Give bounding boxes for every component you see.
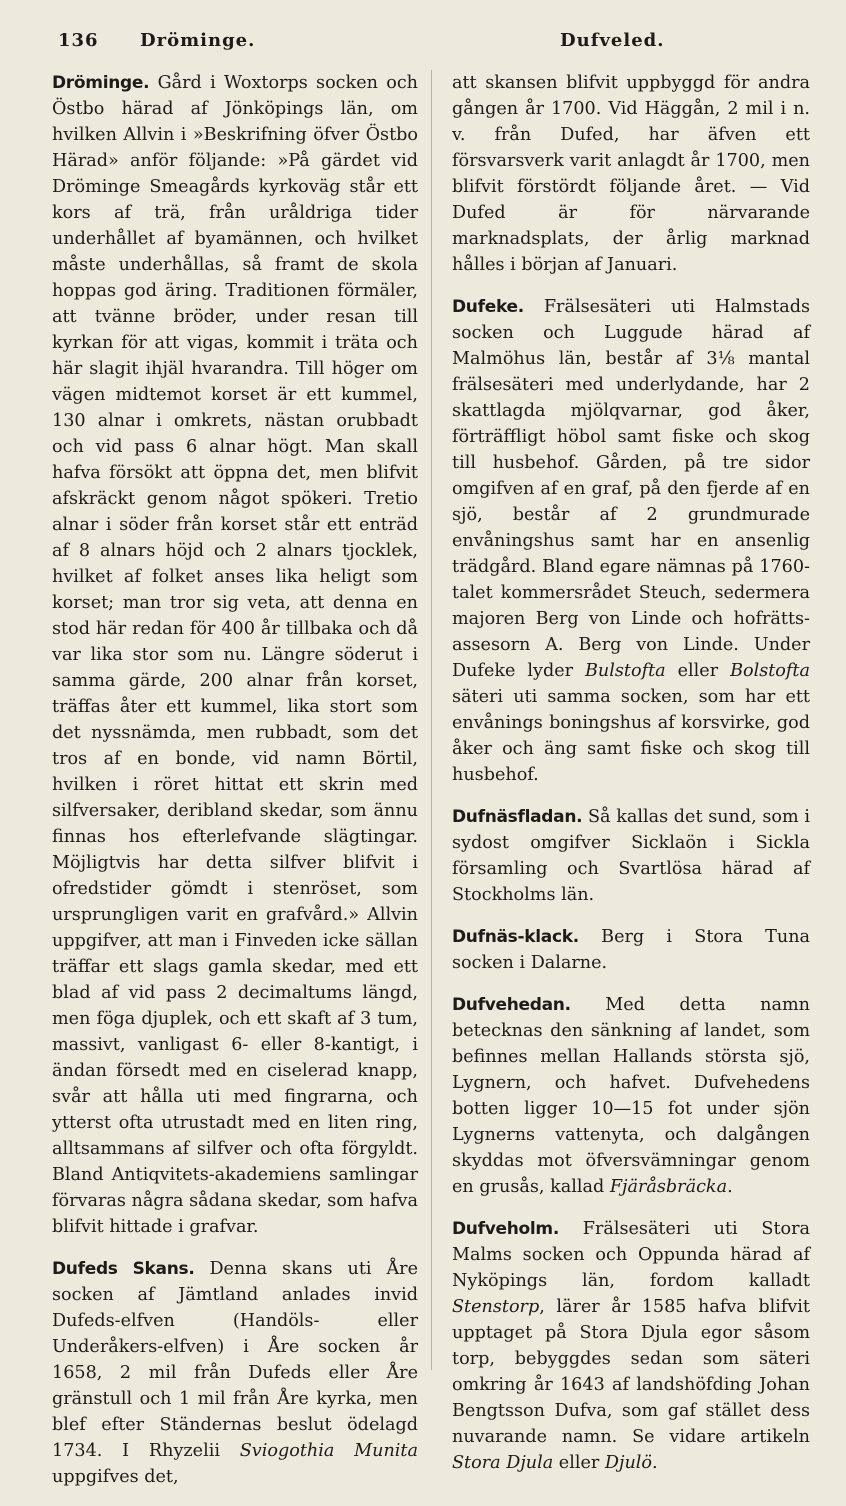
italic-name: Stora Djula (452, 1453, 554, 1473)
entry-dufed-continued (452, 70, 810, 278)
right-column (452, 70, 810, 1492)
headword: Dufvehedan. (452, 995, 571, 1015)
headword: Dufnäs-klack. (452, 927, 579, 947)
left-column (52, 70, 418, 1506)
running-header (50, 30, 812, 64)
entry-dufveholm (452, 1216, 810, 1476)
headword: Dufveholm. (452, 1219, 560, 1239)
entry-dufvehedan (452, 992, 810, 1200)
headword: Dröminge. (52, 73, 150, 93)
italic-source: Sviogothia Munita (239, 1441, 418, 1461)
headword: Dufeds Skans. (52, 1259, 195, 1279)
entry-text: uppgifves det, (52, 1467, 179, 1487)
italic-name: Bolstofta (730, 661, 810, 681)
column-divider (431, 70, 432, 1370)
italic-name: Stenstorp (452, 1297, 540, 1317)
entry-text: Frälsesäteri uti Stora Malms socken och Oppunda härad af Nyköpings län, fordom kalladt (452, 1219, 811, 1291)
entry-text: eller (665, 661, 731, 681)
italic-name: Fjäråsbräcka (609, 1177, 728, 1197)
right-running-head: Dufveled. (560, 30, 665, 51)
entry-text: eller (553, 1453, 605, 1473)
entry-dufnasfladan (452, 804, 810, 908)
entry-text: Frälsesäteri uti Halmstads socken och Luggude härad af Malmöhus län, består af 3⅛ mantal frälsesäteri med underlydande, har 2 skattlagda mjölqvarnar, god åker, förträffligt höbol samt fiske och skog till husbehof. Gården, på tre sidor omgifven af en graf, på den fjerde af en sjö, består af 2 grundmurade envåningshus samt har en ansenlig trädgård. Bland egare nämnas på 1760-talet kommersrådet Steuch, sedermera majoren Berg von Linde och hofrätts-assesorn A. Berg von Linde. Under Dufeke lyder (452, 297, 810, 681)
entry-text: . (652, 1453, 658, 1473)
page-number: 136 (58, 30, 99, 51)
entry-text: att skansen blifvit uppbyggd för andra gången år 1700. Vid Häggån, 2 mil i n. v. från Dufed, har äfven ett försvarsverk varit anlagdt år 1700, men blifvit förstördt följande året. — Vid Dufed är för närvarande marknadsplats, der årlig marknad hålles i början af Januari. (452, 73, 810, 275)
entry-dufeds-skans (52, 1256, 418, 1490)
entry-text: Berg i Stora Tuna socken i Dalarne. (452, 927, 811, 973)
entry-text: Så kallas det sund, som i sydost omgifver Sicklaön i Sickla församling och Svartlösa härad af Stockholms län. (452, 807, 810, 905)
italic-name: Bulstofta (585, 661, 666, 681)
headword: Dufeke. (452, 297, 524, 317)
italic-name: Djulö (604, 1453, 653, 1473)
left-running-head: Dröminge. (140, 30, 256, 51)
entry-text: Denna skans uti Åre socken af Jämtland anlades invid Dufeds-elfven (Handöls- eller Underåkers-elfven) i Åre socken år 1658, 2 mil från Dufeds eller Åre gränstull och 1 mil från Åre kyrka, men blef efter Ständernas beslut ödelagd 1734. I Rhyzelii (52, 1259, 419, 1461)
entry-text: Med detta namn betecknas den sänkning af landet, som befinnes mellan Hallands största sjö, Lygnern, och hafvet. Dufvehedens botten ligger 10—15 fot under sjön Lygnerns vattenyta, och dalgången skyddas mot öfversvämningar genom en grusås, kallad (452, 995, 810, 1197)
entry-dufeke (452, 294, 810, 788)
entry-dufnas-klack (452, 924, 810, 976)
entry-text: , lärer år 1585 hafva blifvit upptaget på Stora Djula egor såsom torp, bebyggdes sedan som säteri omkring år 1643 af landshöfding Johan Bengtsson Dufva, som gaf stället dess nuvarande namn. Se vidare artikeln (452, 1297, 810, 1447)
entry-text: . (727, 1177, 733, 1197)
entry-droninge (52, 70, 418, 1240)
entry-text: säteri uti samma socken, som har ett envånings boningshus af korsvirke, god åker och äng samt fiske och skog till husbehof. (452, 687, 810, 785)
headword: Dufnäsfladan. (452, 807, 583, 827)
entry-text: Gård i Woxtorps socken och Östbo härad af Jönköpings län, om hvilken Allvin i »Beskrifning öfver Östbo Härad» anför följande: »På gärdet vid Dröminge Smeagårds kyrkoväg står ett kors af trä, från uråldriga tider underhållet af byamännen, och hvilket måste underhållas, så framt de skola hoppas god äring. Traditionen förmäler, att tvänne bröder, under resan till kyrkan för att vigas, kommit i träta och här slagit ihjäl hvarandra. Till höger om vägen midtemot korset är ett kummel, 130 alnar i omkrets, nästan orubbadt och vid pass 6 alnar högt. Man skall hafva försökt att öppna det, men blifvit afskräckt genom något spökeri. Tretio alnar i söder från korset står ett enträd af 8 alnars höjd och 2 alnars tjocklek, hvilket af folket anses lika heligt som korset; man tror sig veta, att denna en stod här redan för 400 år tillbaka och då var lika stor som nu. Längre söderut i samma gärde, 200 alnar från korset, träffas åter ett kummel, lika stort som det nyssnämda, men rubbadt, som det tros af en bonde, vid namn Börtil, hvilken i röret hittat ett skrin med silfversaker, deribland skedar, som ännu finnas hos efterlefvande slägtingar. Möjligtvis har detta silfver blifvit i ofredstider gömdt i stenröset, som ursprungligen varit en grafvård.» Allvin uppgifver, att man i Finveden icke sällan träffar ett slags gamla skedar, med ett blad af vid pass 2 decimaltums längd, men föga djuplek, och ett skaft af 3 tum, massivt, vanligast 6- eller 8-kantigt, i ändan försedt med en ciselerad knapp, svår att hålla uti med fingrarna, och ytterst ofta utrustadt med en liten ring, alltsammans af silfver och ofta förgyldt. Bland Antiqvitets-akademiens samlingar förvaras några sådana skedar, som hafva blifvit hittade i grafvar. (52, 73, 419, 1237)
